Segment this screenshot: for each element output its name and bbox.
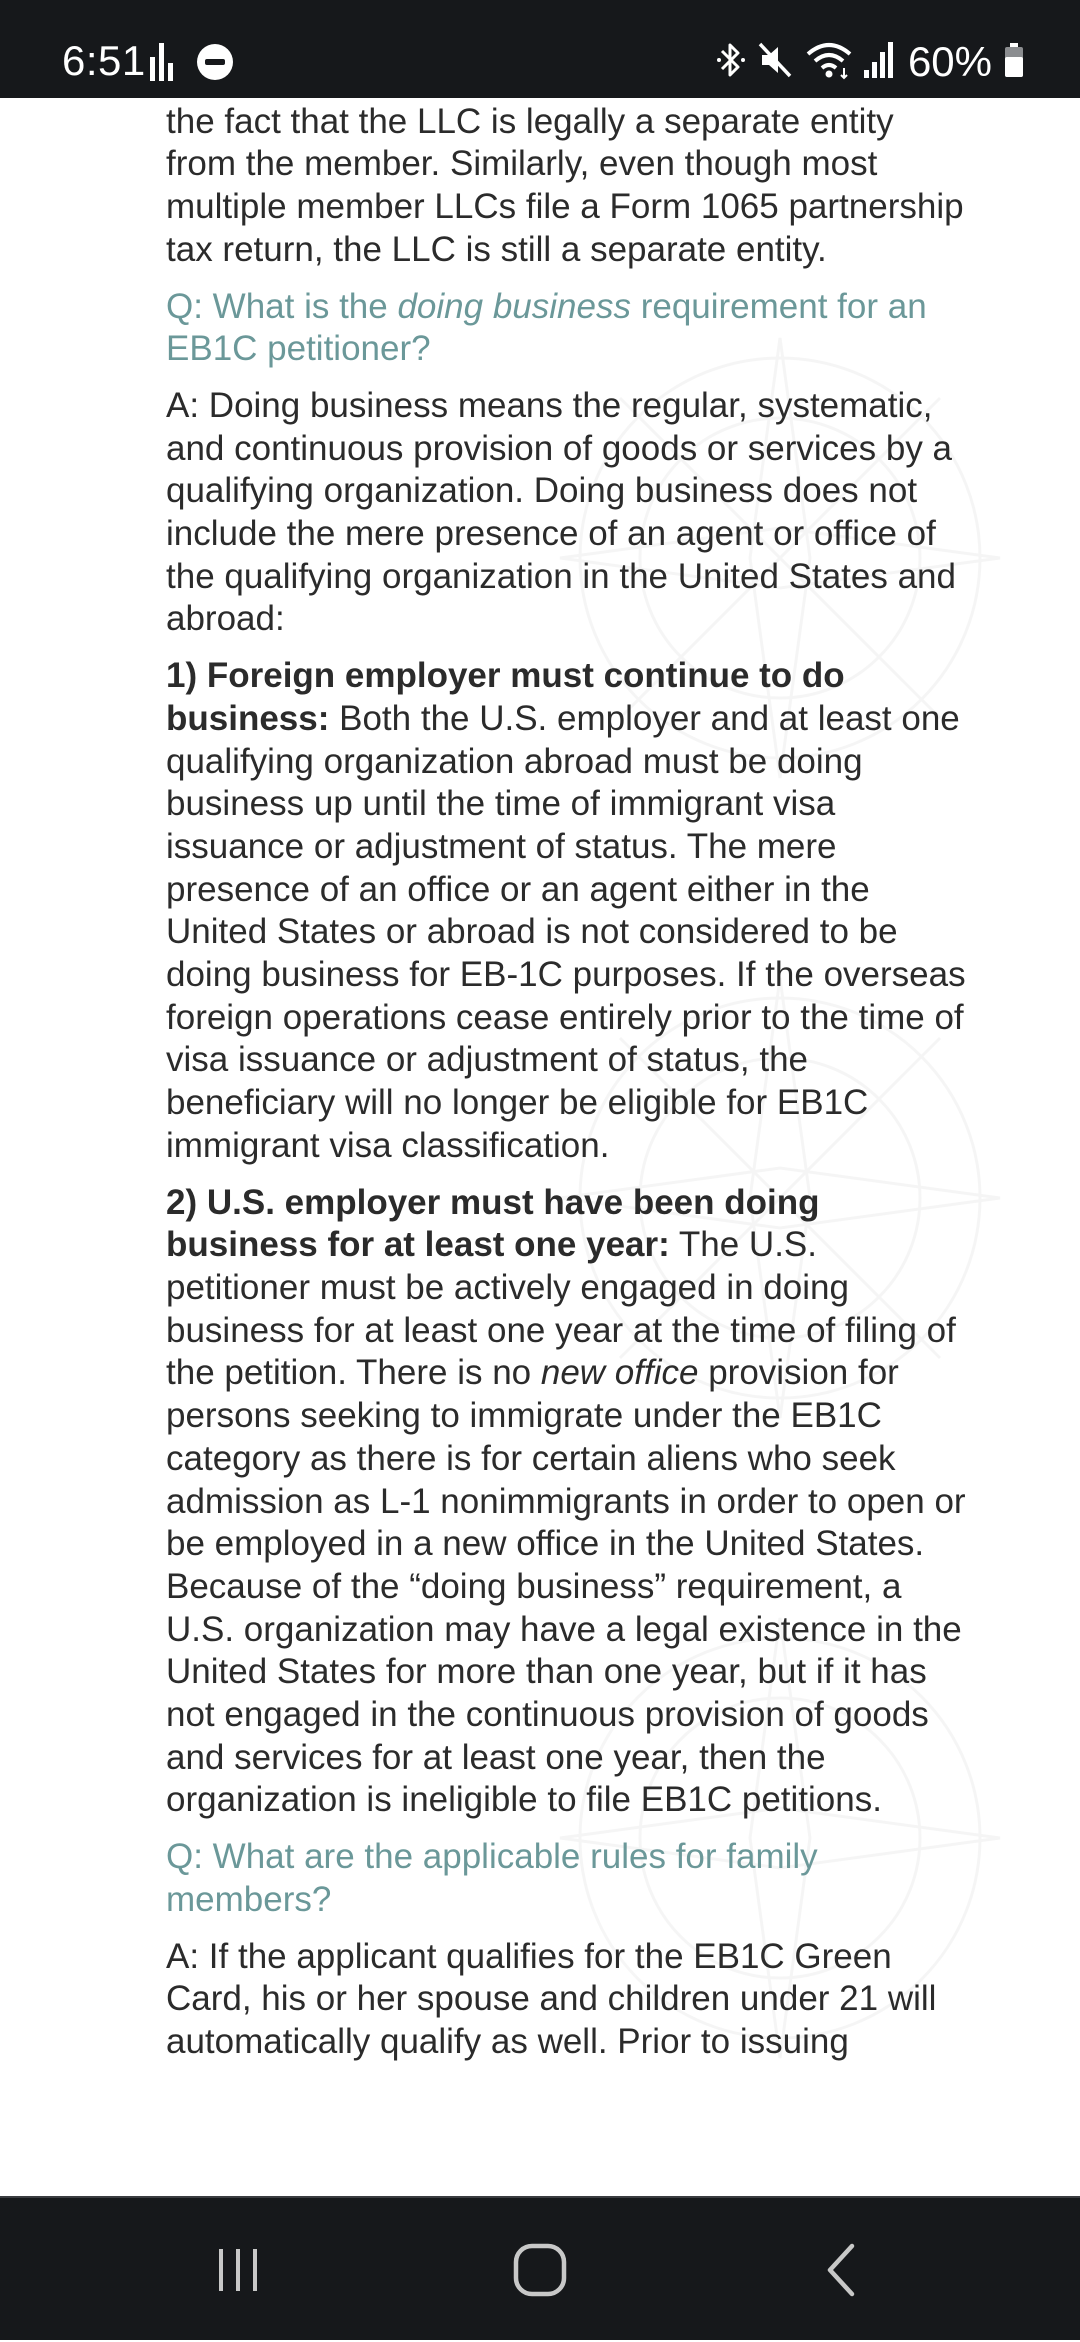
status-left-icons xyxy=(150,44,234,84)
battery-percentage: 60% xyxy=(907,38,992,85)
item-us-employer xyxy=(166,1182,966,1823)
activity-bars-icon xyxy=(150,43,176,86)
question-emphasis: doing business xyxy=(397,286,631,326)
back-button[interactable] xyxy=(762,2198,922,2342)
navigation-bar xyxy=(0,2196,1080,2340)
answer-family-members: A: If the applicant qualifies for the EB1C Green Card, his or her spouse and children under 21 will automatically qualify as well. Prior to issuing xyxy=(166,1936,937,2061)
status-right-icons xyxy=(716,36,1024,88)
signal-icon xyxy=(864,42,896,83)
wifi-icon xyxy=(806,40,852,85)
paragraph-llc: the fact that the LLC is legally a separate entity from the member. Similarly, even though most multiple member LLCs file a Form 1065 partnership tax return, the LLC is still a separate entity. xyxy=(166,101,964,269)
home-icon xyxy=(512,2242,568,2298)
status-bar xyxy=(0,0,1080,98)
article-content[interactable] xyxy=(0,98,1080,2196)
item-heading: 2) U.S. employer must have been doing business for at least one year: xyxy=(166,1182,820,1265)
question-doing-business[interactable] xyxy=(166,286,966,371)
item-text: Both the U.S. employer and at least one qualifying organization abroad must be doing business up until the time of immigrant visa issuance or adjustment of status. The mere presence of an office or an agent either in the United States or abroad is not considered to be doing business for EB-1C purposes. If the overseas foreign operations cease entirely prior to the time of visa issuance or adjustment of status, the beneficiary will no longer be eligible for EB1C immigrant visa classification. xyxy=(166,698,966,1165)
do-not-disturb-icon xyxy=(196,43,234,86)
question-text-before: Q: What is the xyxy=(166,286,398,326)
recent-apps-button[interactable] xyxy=(158,2198,318,2342)
recent-apps-icon xyxy=(213,2245,263,2295)
mute-icon xyxy=(758,40,794,85)
item-text-after: provision for persons seeking to immigrate under the EB1C category as there is for certain aliens who seek admission as L-1 nonimmigrants in order to open or be employed in a new office in the United States. Because of the “doing business” requirement, a U.S. organization may have a legal existence in the United States for more than one year, but if it has not engaged in the continuous provision of goods and services for at least one year, then the organization is ineligible to file EB1C petitions. xyxy=(166,1353,966,1820)
battery-icon xyxy=(1004,43,1024,82)
bluetooth-icon xyxy=(716,40,746,85)
article-body xyxy=(166,58,966,2078)
question-family-members[interactable]: Q: What are the applicable rules for family members? xyxy=(166,1837,818,1919)
status-time: 6:51 xyxy=(62,37,146,84)
back-icon xyxy=(822,2242,862,2298)
item-foreign-employer xyxy=(166,655,966,1167)
answer-doing-business: A: Doing business means the regular, systematic, and continuous provision of goods or services by a qualifying organization. Doing business does not include the mere presence of an agent or office of the qualifying organization in the United States and abroad: xyxy=(166,385,956,639)
item-heading: 1) Foreign employer must continue to do business: xyxy=(166,656,845,738)
question-text-after: requirement for an EB1C petitioner? xyxy=(166,286,927,369)
item-emphasis: new office xyxy=(540,1353,699,1393)
home-button[interactable] xyxy=(460,2198,620,2342)
item-text-before: The U.S. petitioner must be actively engaged in doing business for at least one year at the time of filing of the petition. There is no xyxy=(166,1225,956,1393)
